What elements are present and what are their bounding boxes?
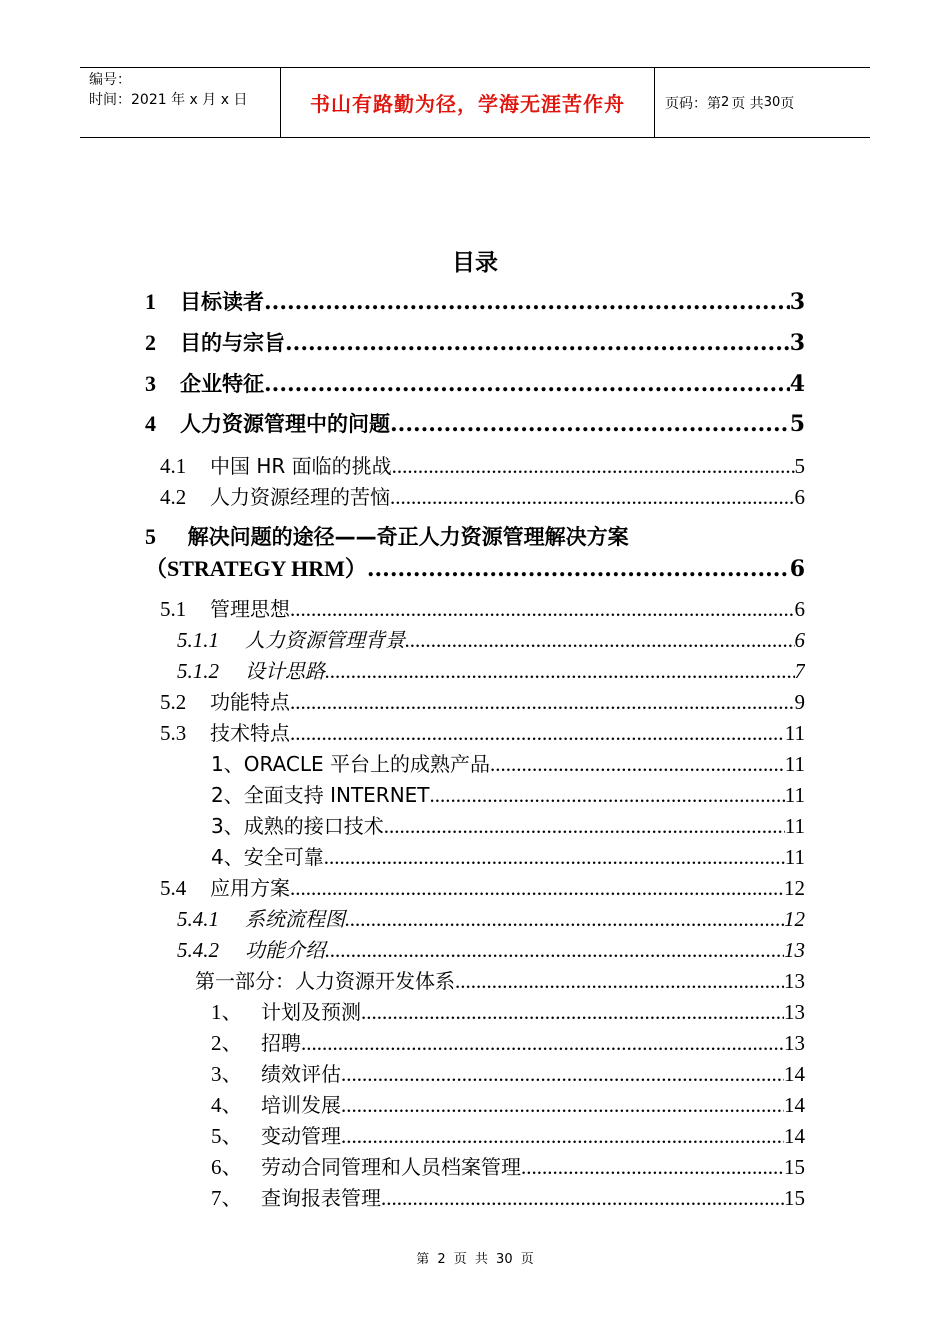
toc-entry[interactable] (177, 934, 805, 963)
toc-entry-title: 查询报表管理 (261, 1186, 381, 1210)
toc-entry-page: 3 (789, 289, 805, 315)
toc-entry[interactable] (160, 872, 805, 901)
toc-entry[interactable] (160, 717, 805, 746)
toc-entry-number: 5.4.1 (177, 907, 219, 931)
toc-leader-dots (390, 485, 795, 510)
toc-entry-title: 技术特点 (210, 721, 290, 745)
toc-entry-number: 5.3 (160, 721, 187, 745)
toc-leader-dots (384, 814, 785, 839)
toc-leader-dots (341, 1062, 784, 1087)
toc-entry-title: 培训发展 (261, 1093, 341, 1117)
toc-entry[interactable] (211, 779, 805, 808)
toc-entry[interactable] (145, 327, 805, 357)
toc-entry-page: 14 (784, 1093, 805, 1117)
toc-entry[interactable] (160, 481, 805, 510)
toc-leader-dots (341, 1093, 784, 1118)
toc-entry-title: 设计思路 (245, 659, 325, 683)
header-meta (80, 68, 281, 137)
toc-entry-number: 5.2 (160, 690, 187, 714)
toc-entry-page: 13 (784, 969, 805, 993)
toc-entry[interactable] (145, 286, 805, 316)
toc-leader-dots (290, 876, 784, 901)
toc-entry-page: 11 (784, 814, 805, 838)
toc-entry-title: 2、全面支持 INTERNET (211, 783, 430, 807)
toc-entry-page: 7 (794, 659, 805, 683)
toc-entry-continuation[interactable] (145, 552, 805, 583)
toc-leader-dots (490, 752, 785, 777)
toc-leader-dots (290, 690, 795, 715)
toc-entry-number: 1 (145, 289, 156, 314)
toc-entry-title: 变动管理 (261, 1124, 341, 1148)
toc-entry-page: 15 (784, 1186, 805, 1210)
toc-entry-title-continued: （STRATEGY HRM） (145, 556, 367, 581)
toc-entry-title: 企业特征 (180, 372, 264, 396)
toc-leader-dots (264, 289, 790, 315)
toc-leader-dots (390, 411, 790, 437)
toc-entry-page: 13 (784, 1000, 805, 1024)
toc-entry-title: 劳动合同管理和人员档案管理 (261, 1155, 521, 1179)
time-label: 时间：2021 年 x 月 x 日 (89, 92, 248, 108)
toc-entry-title: 管理思想 (210, 597, 290, 621)
page-total: 30 (763, 95, 781, 110)
page-header (80, 67, 870, 138)
toc-leader-dots (290, 721, 785, 746)
toc-entry[interactable] (211, 1151, 805, 1181)
toc-entry-page: 6 (794, 628, 805, 652)
toc-entry[interactable] (211, 841, 805, 870)
toc-entry-number: 2、 (211, 1031, 243, 1055)
code-label: 编号： (89, 72, 131, 88)
toc-entry-number: 4.1 (160, 454, 187, 478)
page-suffix: 页 (780, 95, 795, 112)
toc-entry-number: 5 (145, 524, 156, 549)
toc-entry[interactable] (211, 810, 805, 839)
toc-entry[interactable] (211, 1027, 805, 1057)
toc-entry-page: 11 (784, 783, 805, 807)
toc-entry-page: 14 (784, 1124, 805, 1148)
toc-leader-dots (301, 1031, 784, 1056)
toc-entry-title: 功能特点 (210, 690, 290, 714)
toc-entry[interactable] (211, 1058, 805, 1088)
page-mid: 页 共 (731, 95, 764, 112)
toc-entry-title: 招聘 (261, 1031, 301, 1055)
toc-entry-number: 5.4 (160, 876, 187, 900)
toc-leader-dots (392, 454, 795, 479)
page-prefix: 页码：第 (665, 95, 721, 112)
toc-entry-number: 5.1.1 (177, 628, 219, 652)
toc-leader-dots (430, 783, 785, 808)
toc-entry-number: 5、 (211, 1124, 243, 1148)
toc-entry-title: 解决问题的途径——奇正人力资源管理解决方案 (187, 525, 629, 549)
toc-entry[interactable] (145, 408, 805, 438)
toc-entry[interactable] (211, 996, 805, 1026)
toc-entry-page: 6 (794, 485, 805, 509)
toc-leader-dots (405, 628, 795, 653)
toc-leader-dots (290, 597, 795, 622)
toc-entry-number: 4、 (211, 1093, 243, 1117)
toc-entry-page: 13 (784, 1031, 805, 1055)
toc-entry-page: 13 (784, 938, 805, 962)
toc-entry-page: 14 (784, 1062, 805, 1086)
toc-entry-number: 5.1 (160, 597, 187, 621)
toc-entry-number: 3、 (211, 1062, 243, 1086)
toc-entry[interactable] (177, 624, 805, 653)
toc-entry-number: 6、 (211, 1155, 243, 1179)
toc-entry[interactable] (160, 450, 805, 479)
toc-entry-page: 15 (784, 1155, 805, 1179)
toc-entry[interactable] (211, 1089, 805, 1119)
toc-entry[interactable] (211, 1182, 805, 1212)
toc-entry-page: 5 (794, 454, 805, 478)
toc-entry-number: 2 (145, 330, 156, 355)
toc-entry-page: 11 (784, 721, 805, 745)
toc-entry-page: 4 (789, 371, 805, 397)
toc-entry-number: 5.4.2 (177, 938, 219, 962)
toc-leader-dots (367, 556, 790, 582)
toc-entry[interactable] (145, 368, 805, 398)
toc-leader-dots (521, 1155, 784, 1180)
toc-entry[interactable] (211, 1120, 805, 1150)
toc-entry-title: 人力资源管理中的问题 (180, 412, 390, 436)
toc-entry-page: 12 (784, 876, 805, 900)
toc-leader-dots (381, 1186, 784, 1211)
toc-leader-dots (324, 845, 785, 870)
toc-entry-page: 6 (794, 597, 805, 621)
toc-entry-page: 11 (784, 752, 805, 776)
toc-entry-title: 1、ORACLE 平台上的成熟产品 (211, 752, 490, 776)
toc-entry-number: 4 (145, 411, 156, 436)
toc-entry-title: 系统流程图 (245, 907, 345, 931)
toc-leader-dots (361, 1000, 784, 1025)
toc-leader-dots (285, 330, 790, 356)
header-motto: 书山有路勤为径，学海无涯苦作舟 (281, 68, 655, 137)
toc-entry-page: 3 (789, 330, 805, 356)
toc-entry[interactable] (177, 903, 805, 932)
toc-leader-dots (341, 1124, 784, 1149)
toc-entry-title: 人力资源经理的苦恼 (210, 485, 390, 509)
toc-entry[interactable] (177, 655, 805, 684)
toc-leader-dots (455, 969, 784, 994)
toc-entry-title: 第一部分：人力资源开发体系 (195, 969, 455, 993)
toc-entry-page: 5 (789, 411, 805, 437)
toc-leader-dots (264, 371, 790, 397)
page-footer: 第 2 页 共 30 页 (416, 1252, 534, 1267)
toc-entry-title: 3、成熟的接口技术 (211, 814, 384, 838)
toc-entry[interactable] (211, 748, 805, 777)
toc-title: 目录 (452, 250, 498, 276)
page-number: 2 (721, 95, 730, 110)
toc-entry-title: 目标读者 (180, 290, 264, 314)
toc-entry-page: 9 (794, 690, 805, 714)
toc-entry-title: 绩效评估 (261, 1062, 341, 1086)
toc-entry-title: 计划及预测 (261, 1000, 361, 1024)
toc-entry-number: 7、 (211, 1186, 243, 1210)
header-page-info (655, 68, 870, 137)
toc-entry-number: 5.1.2 (177, 659, 219, 683)
toc-entry[interactable] (160, 686, 805, 715)
toc-entry-first-line[interactable] (145, 521, 629, 551)
toc-entry-page: 6 (789, 556, 805, 582)
toc-entry-title: 4、安全可靠 (211, 845, 324, 869)
toc-entry[interactable] (195, 965, 805, 994)
toc-entry-title: 人力资源管理背景 (245, 628, 405, 652)
toc-entry-title: 目的与宗旨 (180, 331, 285, 355)
toc-entry-page: 12 (784, 907, 805, 931)
toc-entry-title: 应用方案 (210, 876, 290, 900)
toc-entry-number: 1、 (211, 1000, 243, 1024)
toc-entry-number: 3 (145, 371, 156, 396)
toc-entry-title: 中国 HR 面临的挑战 (210, 454, 392, 478)
toc-leader-dots (345, 907, 784, 932)
toc-leader-dots (325, 938, 784, 963)
toc-entry-number: 4.2 (160, 485, 187, 509)
toc-entry-page: 11 (784, 845, 805, 869)
toc-entry-title: 功能介绍 (245, 938, 325, 962)
toc-entry[interactable] (160, 593, 805, 622)
toc-leader-dots (325, 659, 795, 684)
